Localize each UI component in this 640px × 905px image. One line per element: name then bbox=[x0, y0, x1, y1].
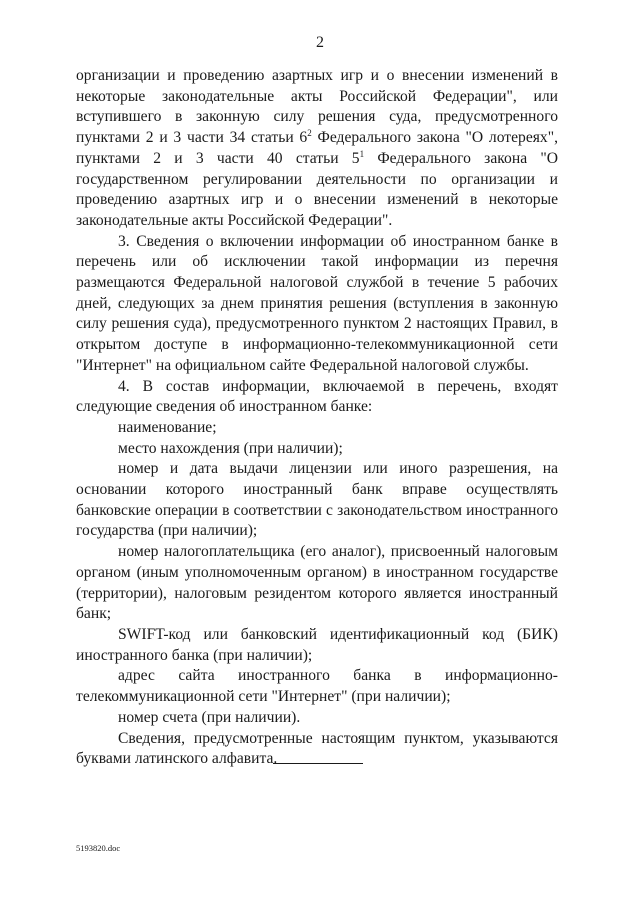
separator-line bbox=[273, 763, 363, 764]
paragraph-3: 3. Сведения о включении информации об иностранном банке в перечень или об исключении такой информации из перечня размещаются Федеральной налоговой службой в течение 5 рабочих дней, следующих за днем принятия решения (вступления в законную силу решения суда), предусмотренного пунктом 2 настоящих Правил, в открытом доступе в информационно-телекоммуникационной сети "Интернет" на официальном сайте Федеральной налоговой службы. bbox=[76, 232, 558, 374]
page-number: 2 bbox=[316, 34, 324, 51]
list-item-taxpayer-number: номер налогоплательщика (его аналог), присвоенный налоговым органом (иным уполномоченным органом) в иностранном государстве (территории), налоговым резидентом которого является иностранный банк; bbox=[76, 543, 558, 623]
list-item-location: место нахождения (при наличии); bbox=[118, 439, 343, 457]
document-body bbox=[76, 66, 558, 770]
paragraph-continuation bbox=[76, 66, 558, 232]
paragraph-final: Сведения, предусмотренные настоящим пунктом, указываются буквами латинского алфавита. bbox=[76, 729, 558, 768]
superscript-6-2: 2 bbox=[307, 128, 312, 139]
continuation-text-1: организации и проведению азартных игр и о внесении изменений в некоторые законодательные акты Российской Федерации", или вступившего в законную силу решения суда, предусмотренного пунктами 2 и 3 части 34 статьи 6 bbox=[76, 67, 558, 147]
list-item-name: наименование; bbox=[118, 418, 217, 436]
list-item-account: номер счета (при наличии). bbox=[118, 708, 301, 726]
continuation-text-2: Федерального закона "О лотереях", пунктами 2 и 3 части 40 статьи 5 bbox=[76, 129, 558, 167]
list-item-website: адрес сайта иностранного банка в информационно-телекоммуникационной сети "Интернет" (при наличии); bbox=[76, 667, 558, 706]
superscript-5-1: 1 bbox=[359, 148, 365, 159]
list-item-swift: SWIFT-код или банковский идентификационный код (БИК) иностранного банка (при наличии); bbox=[76, 625, 558, 664]
continuation-text-3: Федерального закона "О государственном регулировании деятельности по организации и проведению азартных игр и о внесении изменений в некоторые законодательные акты Российской Федерации". bbox=[76, 149, 558, 229]
paragraph-4: 4. В состав информации, включаемой в перечень, входят следующие сведения об иностранном банке: bbox=[76, 377, 558, 416]
document-id: 5193820.doc bbox=[76, 843, 121, 853]
list-item-license: номер и дата выдачи лицензии или иного разрешения, на основании которого иностранный банк вправе осуществлять банковские операции в соответствии с законодательством иностранного государства (при наличии); bbox=[76, 460, 558, 540]
